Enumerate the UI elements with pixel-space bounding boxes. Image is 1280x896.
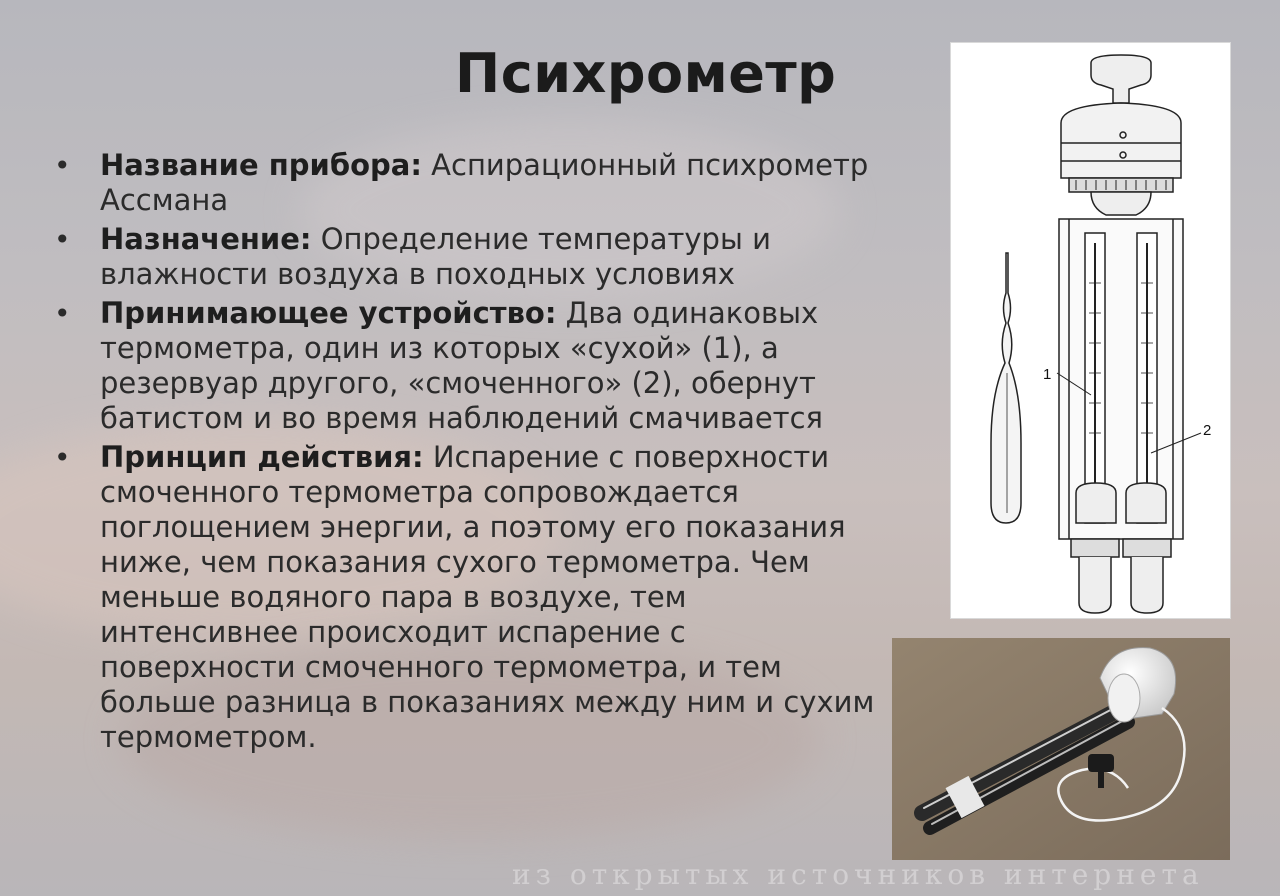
psychrometer-drawing: [951, 43, 1230, 618]
psychrometer-photo-image: [892, 638, 1230, 860]
bullet-text: Определение температуры и влажности воздуха в походных условиях: [100, 222, 771, 291]
bullet-text: Два одинаковых термометра, один из которых «сухой» (1), а резервуар другого, «смоченного» (2), обернут батистом и во время наблюдений смачивается: [100, 296, 823, 435]
bullet-label: Название прибора:: [100, 148, 422, 182]
bullet-item-purpose: [50, 222, 890, 292]
bullet-marker: •: [54, 149, 71, 182]
bullet-text: Аспирационный психрометр Ассмана: [100, 148, 869, 217]
bullet-item-device-name: [50, 148, 890, 218]
bullet-marker: •: [54, 223, 71, 256]
bullet-item-principle: [50, 440, 890, 755]
bullet-text: Испарение с поверхности смоченного термометра сопровождается поглощением энергии, а поэтому его показания ниже, чем показания сухого термометра. Чем меньше водяного пара в воздухе, тем интенсивнее происходит испарение с поверхности смоченного термометра, и тем больше разница в показаниях между ним и сухим термометром.: [100, 440, 875, 754]
bullet-label: Принимающее устройство:: [100, 296, 557, 330]
bullet-list: [50, 148, 890, 759]
bullet-marker: •: [54, 441, 71, 474]
psychrometer-photo: [892, 638, 1230, 860]
bullet-label: Принцип действия:: [100, 440, 424, 474]
callout-2-label: 2: [1203, 422, 1212, 439]
bullet-item-receiver: [50, 296, 890, 436]
psychrometer-diagram: [950, 42, 1231, 619]
callout-1-label: 1: [1043, 366, 1052, 383]
bullet-label: Назначение:: [100, 222, 312, 256]
page-title: Психрометр: [455, 42, 837, 105]
watermark: из открытых источников интернета: [512, 858, 1204, 891]
bullet-marker: •: [54, 297, 71, 330]
